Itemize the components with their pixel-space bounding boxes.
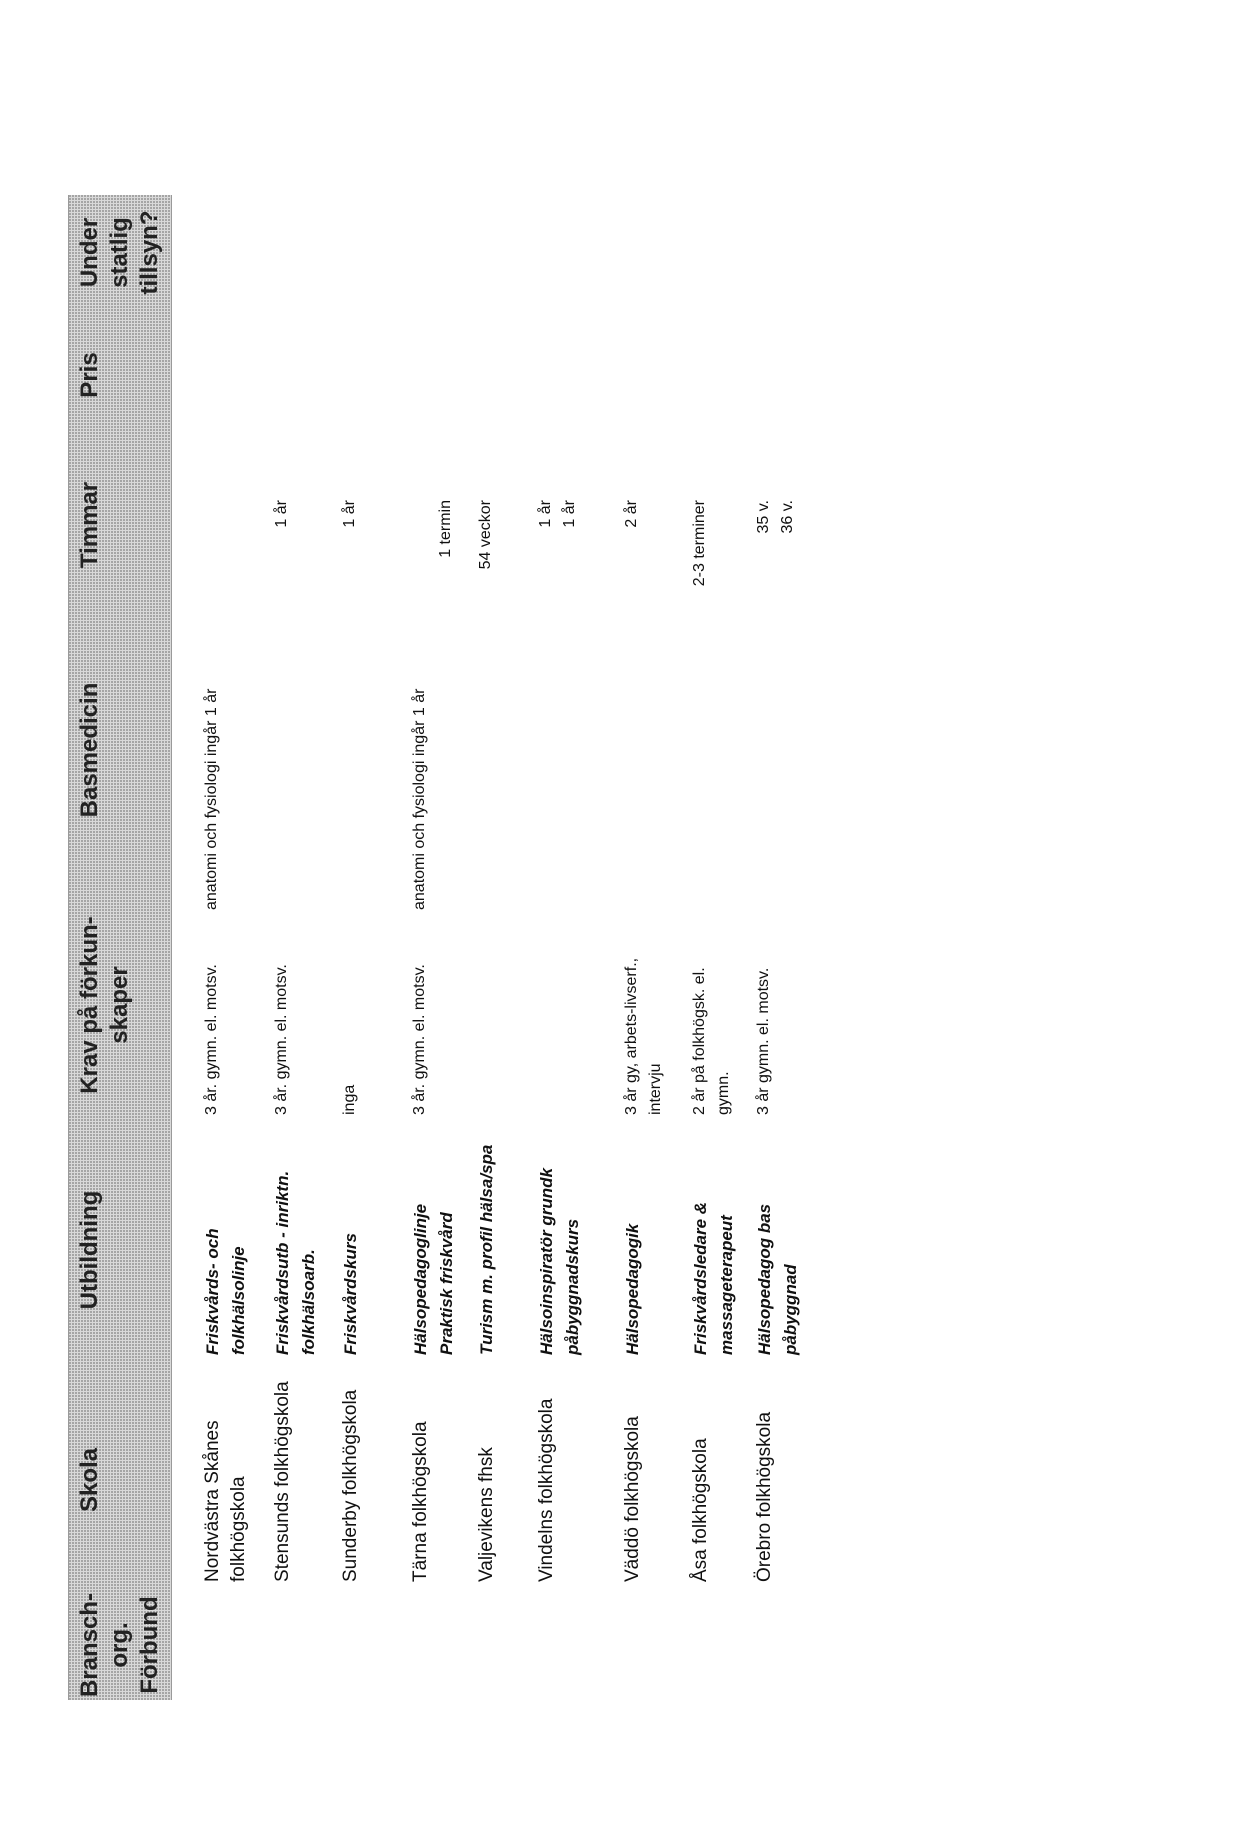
header-tillsyn: Under statlig tillsyn?: [76, 210, 163, 295]
header-pris: Pris: [76, 352, 103, 398]
row-9-timmar: 35 v. 36 v.: [755, 500, 796, 534]
row-2-krav: 3 år. gymn. el. motsv.: [273, 964, 290, 1115]
row-3-skola: Sunderby folkhögskola: [340, 1389, 361, 1582]
row-6-skola: Vindelns folkhögskola: [536, 1398, 557, 1582]
row-4-utbildning: Hälsopedagoglinje Praktisk friskvård: [411, 1203, 456, 1355]
row-8-timmar: 2-3 terminer: [691, 500, 708, 587]
row-4-basmedicin: anatomi och fysiologi ingår 1 år: [411, 688, 428, 910]
header-krav: Krav på förkun- skaper: [76, 916, 133, 1094]
row-8-utbildning: Friskvårdsledare & massageterapeut: [691, 1201, 736, 1355]
row-4-timmar: 1 termin: [437, 500, 454, 558]
row-6-utbildning: Hälsoinspiratör grundk påbyggnadskurs: [537, 1167, 582, 1355]
row-9-krav: 3 år gymn. el. motsv.: [755, 967, 772, 1115]
row-6-timmar: 1 år 1 år: [537, 500, 578, 528]
header-basmedicin: Basmedicin: [76, 682, 103, 818]
row-3-utbildning: Friskvårdskurs: [341, 1233, 360, 1355]
row-7-skola: Väddö folkhögskola: [622, 1416, 643, 1582]
row-3-krav: inga: [341, 1084, 358, 1115]
header-timmar: Timmar: [76, 481, 103, 569]
row-2-utbildning: Friskvårdsutb - inriktn. folkhälsoarb.: [273, 1170, 318, 1355]
row-9-skola: Örebro folkhögskola: [754, 1411, 775, 1582]
row-5-utbildning: Turism m. profil hälsa/spa: [477, 1144, 496, 1355]
row-7-timmar: 2 år: [623, 500, 640, 528]
row-1-basmedicin: anatomi och fysiologi ingår 1 år: [203, 688, 220, 910]
table-header: [68, 195, 172, 1700]
row-8-skola: Åsa folkhögskola: [690, 1438, 711, 1582]
header-skola: Skola: [76, 1447, 103, 1513]
rotated-table: [68, 195, 948, 1700]
row-7-krav: 3 år gy, arbets-livserf., intervju: [623, 957, 664, 1115]
row-7-utbildning: Hälsopedagogik: [623, 1223, 642, 1355]
row-4-krav: 3 år. gymn. el. motsv.: [411, 964, 428, 1115]
row-9-utbildning: Hälsopedagog bas påbyggnad: [755, 1203, 800, 1355]
row-1-utbildning: Friskvårds- och folkhälsolinje: [203, 1228, 248, 1355]
row-8-krav: 2 år på folkhögsk. el. gymn.: [691, 967, 732, 1115]
row-5-skola: Valjevikens fhsk: [476, 1447, 497, 1582]
row-1-krav: 3 år. gymn. el. motsv.: [203, 964, 220, 1115]
row-2-timmar: 1 år: [273, 500, 290, 528]
header-utbildning: Utbildning: [76, 1190, 103, 1310]
row-2-skola: Stensunds folkhögskola: [272, 1381, 293, 1582]
row-5-timmar: 54 veckor: [477, 500, 494, 570]
row-1-skola: Nordvästra Skånes folkhögskola: [202, 1420, 249, 1582]
row-4-skola: Tärna folkhögskola: [410, 1421, 431, 1582]
header-bransch: Bransch- org. Förbund: [76, 1592, 163, 1698]
row-3-timmar: 1 år: [341, 500, 358, 528]
